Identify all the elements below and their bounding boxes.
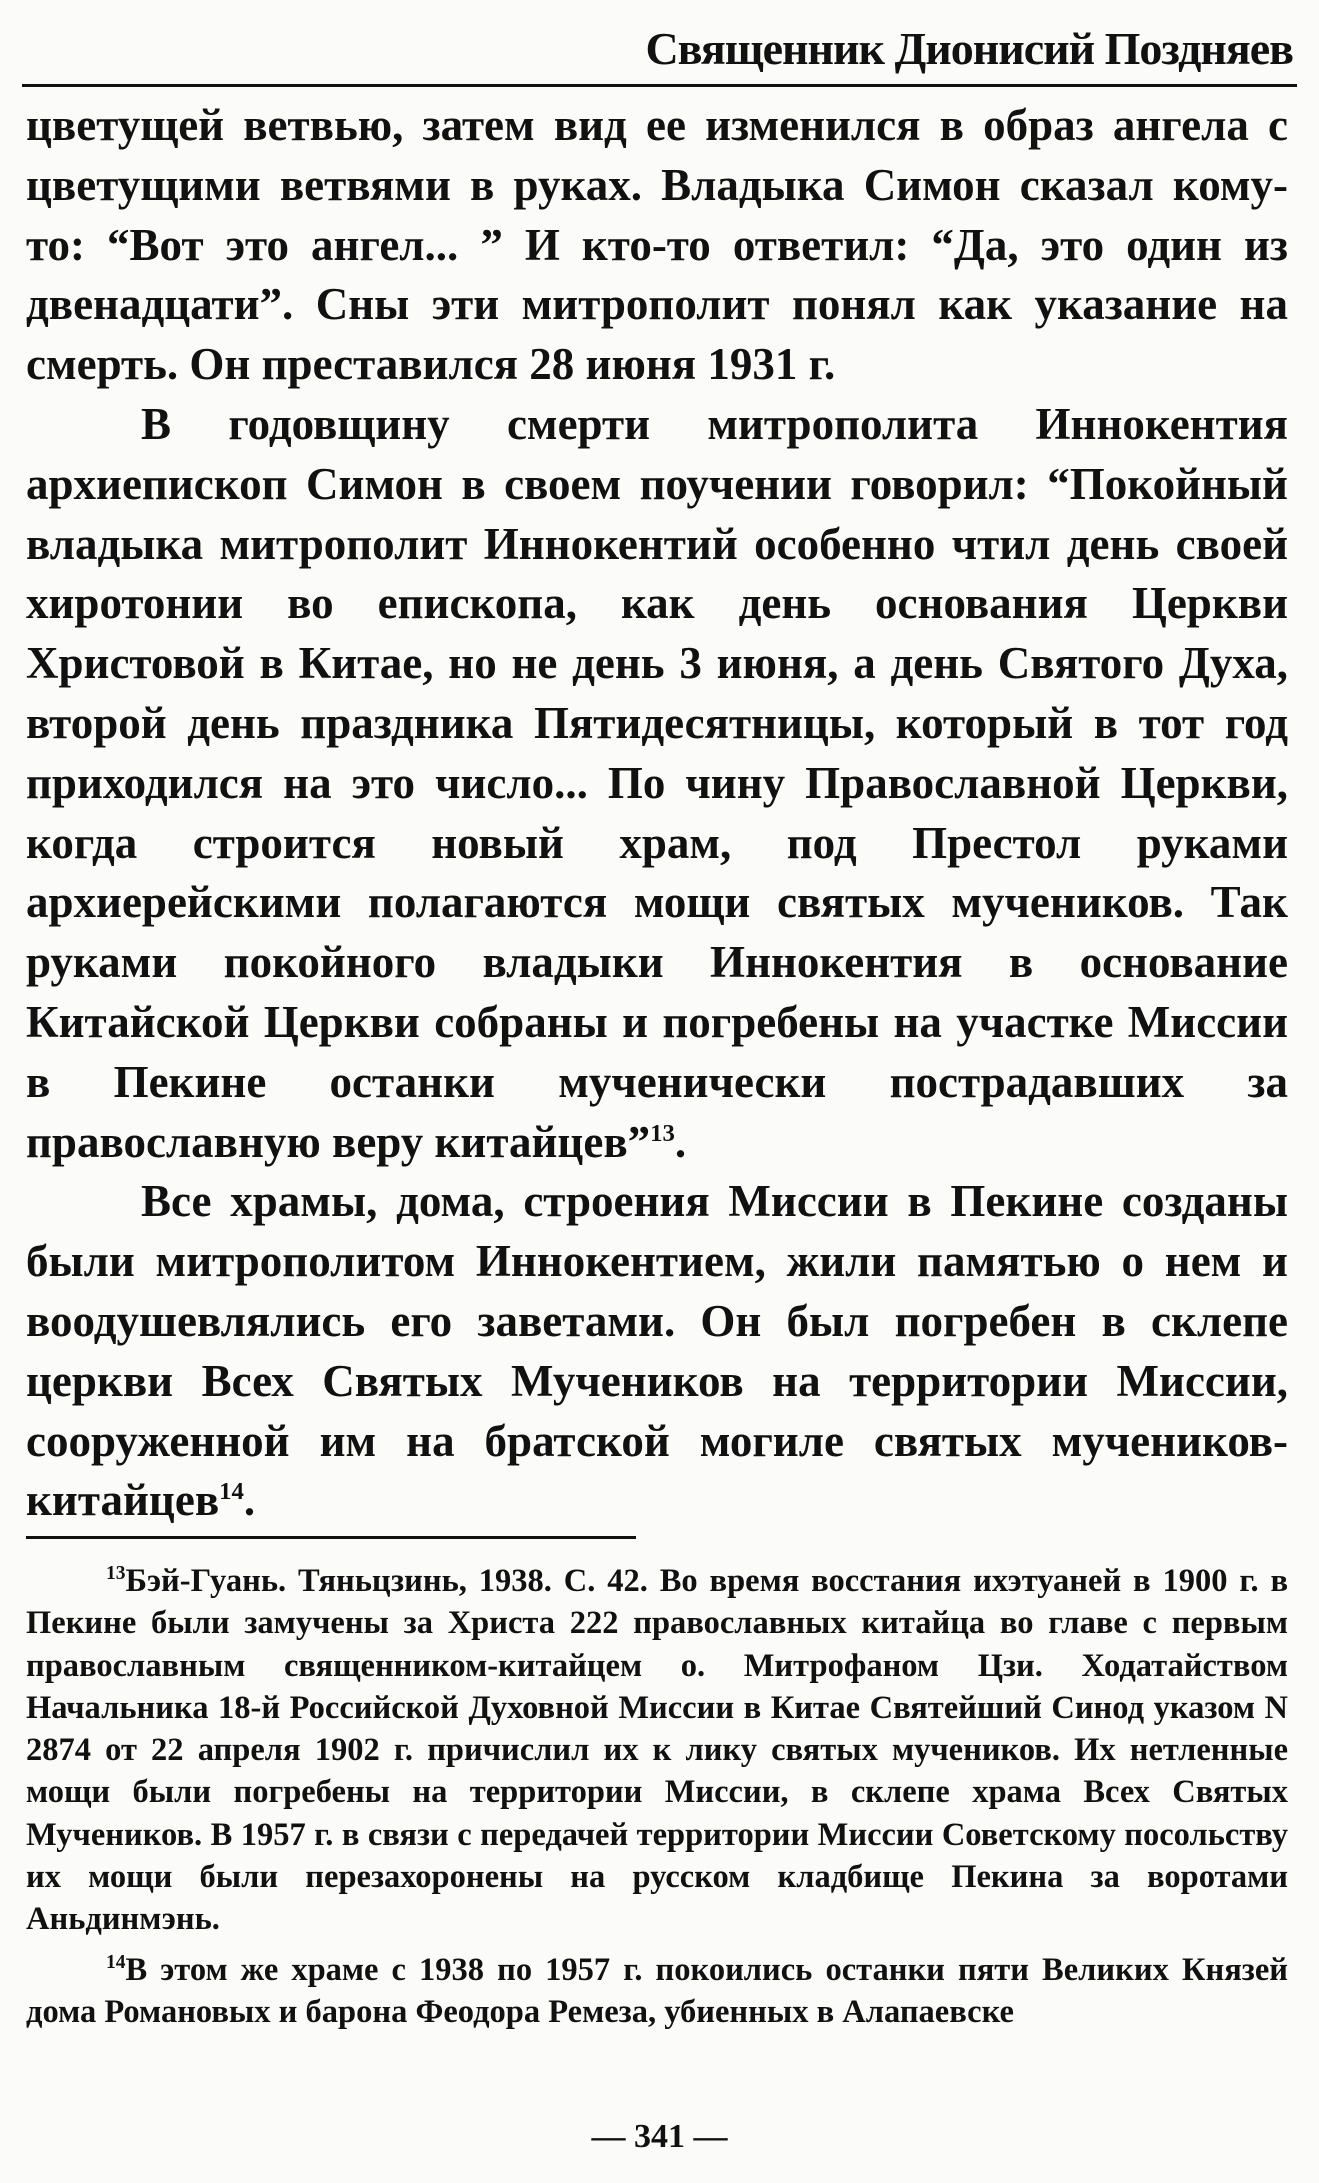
footnote-ref-14[interactable]: 14 [219,1478,244,1506]
paragraph [26,1172,1288,1531]
page-number: — 341 — [591,2118,728,2155]
footnote-text: Бэй-Гуань. Тяньцзинь, 1938. С. 42. Во время восстания ихэтуаней в 1900 г. в Пекине были замучены за Христа 222 православных китайца во главе с первым православным священником-китайцем о. Митрофаном Цзи. Ходатайством Начальника 18-й Российской Духовной Миссии в Китае Святейший Синод указом N 2874 от 22 апреля 1902 г. причислил их к лику святых мучеников. Их нетленные мощи были погребены на территории Миссии, в склепе храма Всех Святых Мучеников. В 1957 г. в связи с передачей территории Миссии Советскому посольству их мощи были перезахоронены на русском кладбище Пекина за воротами Аньдинмэнь. [26,1563,1288,1938]
footnote-number: 13 [106,1563,126,1585]
footnote-number: 14 [106,1951,126,1973]
running-head: Священник Дионисий Поздняев [645,23,1293,74]
footnote-rule [26,1536,636,1539]
paragraph-continuation [26,96,1288,395]
footnote-ref-13[interactable]: 13 [650,1119,675,1147]
main-text [26,96,1288,1531]
header-rule [22,84,1297,87]
sentence-end: . [674,1116,687,1167]
paragraph-text: цветущей ветвью, затем вид ее изменился в образ ангела с цветущими ветвями в руках. Владыка Симон сказал кому-то: “Вот это ангел... ” И кто-то ответил: “Да, это один из двенадцати”. Сны эти митрополит понял как указание на смерть. Он преставился 28 июня 1931 г. [26,100,1288,390]
paragraph [26,395,1288,1172]
footnotes [26,1560,1288,2041]
paragraph-text: Все храмы, дома, строения Миссии в Пекине созданы были митрополитом Иннокентием, жили памятью о нем и воодушевлялись его заветами. Он был погребен в склепе церкви Всех Святых Мучеников на территории Миссии, сооруженной им на братской могиле святых мучеников-китайцев [26,1176,1288,1526]
footnote-text: В этом же храме с 1938 по 1957 г. покоились останки пяти Великих Князей дома Романовых и барона Феодора Ремеза, убиенных в Алапаевске [26,1951,1288,2030]
footnote-13 [26,1560,1288,1941]
paragraph-text: В годовщину смерти митрополита Иннокентия архиепископ Симон в своем поучении говорил: “Покойный владыка митрополит Иннокентий особенно чтил день своей хиротонии во епископа, как день основания Церкви Христовой в Китае, но не день 3 июня, а день Святого Духа, второй день праздника Пятидесятницы, который в тот год приходился на это число... По чину Православной Церкви, когда строится новый храм, под Престол руками архиерейскими полагаются мощи святых мучеников. Так руками покойного владыки Иннокентия в основание Китайской Церкви собраны и погребены на участке Миссии в Пекине останки мученически пострадавших за православную веру китайцев” [26,398,1288,1167]
sentence-end: . [243,1475,256,1526]
footnote-14 [26,1949,1288,2034]
